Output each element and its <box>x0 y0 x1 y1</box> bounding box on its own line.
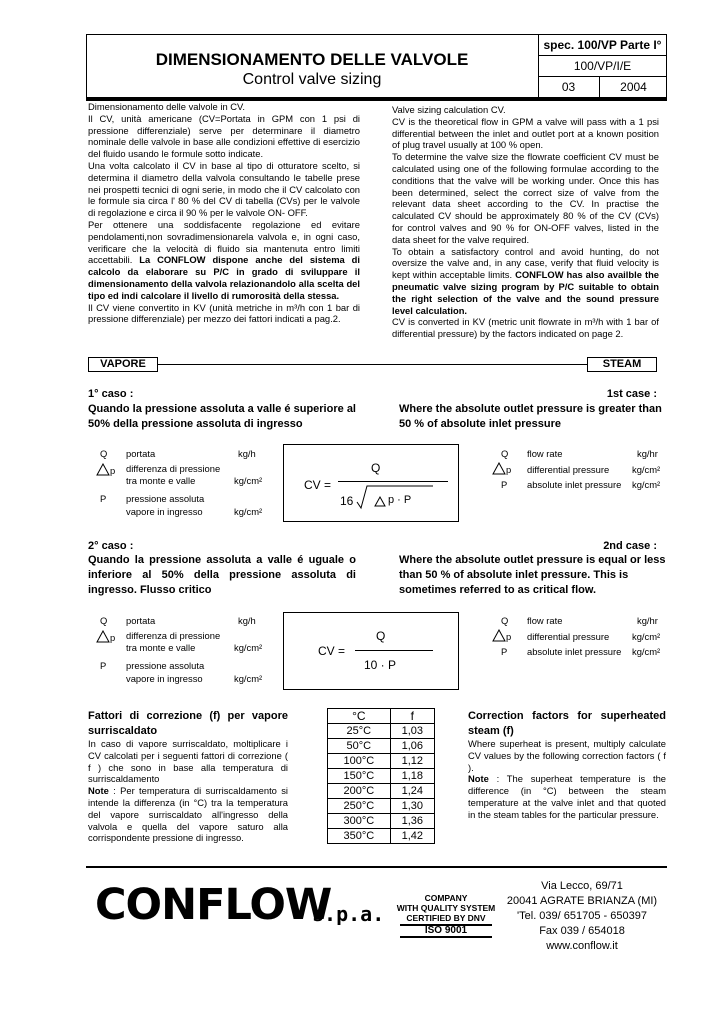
table-cell: 1,30 <box>390 799 434 814</box>
case2-en-text: Where the absolute outlet pressure is equal or less than 50 % of absolute inlet pressure. This is sometimes referred to as critical flow. <box>399 554 666 596</box>
legend-unit: kg/cm² <box>632 646 661 657</box>
table-cell: 1,06 <box>390 739 434 754</box>
legend-symbol: p <box>506 464 512 475</box>
note-text: : The superheat temperature is the difference (in °C) between the steam temperature at the valve inlet and that quoted in the steam tables for the particular pressure. <box>468 773 666 820</box>
table-cell: 50°C <box>328 739 391 754</box>
legend-unit: kg/cm² <box>234 475 263 486</box>
legend-symbol: Q <box>100 448 108 459</box>
case2-it-label: 2° caso : <box>88 540 134 552</box>
section-rule <box>158 364 587 365</box>
spec-year: 2004 <box>620 80 647 94</box>
legend-unit: kg/cm² <box>632 464 661 475</box>
page-subtitle: Control valve sizing <box>242 71 382 88</box>
legend-unit: kg/hr <box>637 615 658 626</box>
table-header-row <box>328 709 435 724</box>
table-row <box>328 724 435 739</box>
correction-it-title: Fattori di correzione (f) per vapore surriscaldato <box>88 710 288 737</box>
address-line: Fax 039 / 654018 <box>539 925 625 937</box>
legend-symbol: Q <box>501 448 509 459</box>
legend-symbol: P <box>501 646 508 657</box>
table-cell: 350°C <box>328 829 391 844</box>
legend-desc: differenza di pressione <box>126 630 221 641</box>
legend-unit: kg/h <box>238 615 256 626</box>
delta-icon <box>96 630 120 647</box>
correction-it-text: In caso di vapore surriscaldato, moltiplicare i CV calcolati per i seguenti fattori di correzione ( f ) che sono in base alla temperatura di surriscaldamento <box>88 738 288 785</box>
legend-desc: flow rate <box>527 615 563 626</box>
legend-desc: tra monte e valle <box>126 642 196 653</box>
spec-code: 100/VP/I/E <box>538 56 667 77</box>
legend-desc: vapore in ingresso <box>126 506 203 517</box>
address-line: 'Tel. 039/ 651705 - 650397 <box>517 910 647 922</box>
spec-label: spec. 100/VP Parte I° <box>538 34 667 56</box>
table-header: °C <box>328 709 391 724</box>
note-text: : Per temperatura di surriscaldamento si intende la differenza (in °C) tra la temperatura del vapore surriscaldato all'ingresso della valvola e quella del vapore saturo alla corrispondente pressione di ingresso. <box>88 785 288 844</box>
quality-badge <box>394 893 498 938</box>
vapore-tag: VAPORE <box>88 357 158 372</box>
correction-en-text: Where superheat is present, multiply calculate CV values by the following correction factors ( f ). <box>468 738 666 773</box>
legend-symbol: P <box>100 660 107 671</box>
table-cell: 1,24 <box>390 784 434 799</box>
intro-it-line: Una volta calcolato il CV in base al tipo di otturatore scelto, si determina il diametro della valvola consultando le tabelle prese nei prospetti tecnici di ogni serie, in modo che il CV calcolato con le formule sia circa l' 80 % del CV di tabella (CVs) per le valvole di regolazione e circa il 90 % per le valvole ON- OFF. <box>88 159 360 219</box>
table-row <box>328 814 435 829</box>
case1-en-label: 1st case : <box>606 388 657 400</box>
correction-en-body <box>468 738 666 821</box>
table-cell: 100°C <box>328 754 391 769</box>
legend-unit: kg/cm² <box>234 642 263 653</box>
table-cell: 300°C <box>328 814 391 829</box>
case1-it-label: 1° caso : <box>88 388 134 400</box>
spec-number: 03 <box>538 77 600 98</box>
intro-it-line: Dimensionamento delle valvole in CV. <box>88 101 246 112</box>
case1-it-text: Quando la pressione assoluta a valle é superiore al 50% della pressione assoluta di ingresso <box>88 403 356 430</box>
legend-desc: absolute inlet pressure <box>527 479 622 490</box>
legend-desc: pressione assoluta <box>126 660 205 671</box>
legend-desc: flow rate <box>527 448 563 459</box>
address-line: www.conflow.it <box>546 940 618 952</box>
legend-desc: differential pressure <box>527 464 610 475</box>
table-header: f <box>390 709 434 724</box>
legend-unit: kg/h <box>238 448 256 459</box>
table-cell: 1,42 <box>390 829 434 844</box>
legend-desc: portata <box>126 448 156 459</box>
correction-it-note <box>88 785 288 844</box>
legend-desc: vapore in ingresso <box>126 673 203 684</box>
case2-en-label: 2nd case : <box>603 540 657 552</box>
legend-symbol: Q <box>100 615 108 626</box>
correction-it-body <box>88 738 288 844</box>
legend-symbol: P <box>501 479 508 490</box>
quality-line: WITH QUALITY SYSTEM <box>396 903 496 913</box>
table-cell: 1,12 <box>390 754 434 769</box>
note-label: Note <box>468 773 489 785</box>
correction-en-note <box>468 773 666 820</box>
intro-en-line: CV is converted in KV (metric unit flowrate in m³/h with 1 bar of differential pressure) by the factors indicated on page 2. <box>392 316 659 340</box>
table-row <box>328 829 435 844</box>
delta-icon <box>96 463 120 480</box>
table-row <box>328 799 435 814</box>
formula-denominator: p · P <box>388 494 412 506</box>
note-label: Note <box>88 785 109 797</box>
legend-desc: pressione assoluta <box>126 493 205 504</box>
formula-numerator: Q <box>371 461 381 475</box>
intro-italian <box>88 101 360 325</box>
correction-table <box>327 708 435 844</box>
intro-en-line: To determine the valve size the flowrate coefficient CV must be calculated using one of the following formulae according to the conditions that the valve will be working under. Once this has been determined, select the correct size of valve from the relevant data sheet according to the CV. In practise the calculated CV should be approximately 80 % of the CV (CVs) for control valves and 90 % for ON-OFF valves, listed in the data sheet for the valve required. <box>392 151 659 245</box>
intro-it-text: Per ottenere una soddisfacente regolazione ed evitare pendolamenti,non sovradimensionarela valvola e, in ogni caso, verificare che la velocità di fluido sia mantenuta entro limiti accettabili. <box>88 218 360 266</box>
intro-en-line: CV is the theoretical flow in GPM a valve will pass with a 1 psi differential between the inlet and outlet port at a known position of plug travel usually at 100 % open. <box>392 115 659 151</box>
legend-unit: kg/hr <box>637 448 658 459</box>
company-logo: CONFLOW <box>95 880 332 930</box>
legend-desc: tra monte e valle <box>126 475 196 486</box>
formula-coefficient: 16 <box>340 494 354 508</box>
footer-rule <box>86 866 667 868</box>
legend-unit: kg/cm² <box>632 631 661 642</box>
intro-it-line: Il CV, unità americane (CV=Portata in GPM con 1 psi di pressione differenziale) serve per determinare il diametro nominale delle valvole in base alle condizioni effettive di esercizio del fluido usando le formule sotto indicate. <box>88 112 360 160</box>
quality-line: COMPANY <box>424 893 468 903</box>
intro-en-line <box>392 246 659 317</box>
legend-desc: differenza di pressione <box>126 463 221 474</box>
legend-symbol: P <box>100 493 107 504</box>
formula-box-2 <box>283 612 459 690</box>
intro-en-text: To obtain a satisfactory control and avoid hunting, do not oversize the valve and, in any case, verify that fluid velocity is kept within acceptable limits. <box>392 245 659 281</box>
company-address <box>497 879 667 954</box>
table-cell: 1,18 <box>390 769 434 784</box>
legend-desc: portata <box>126 615 156 626</box>
quality-iso: ISO 9001 <box>400 924 492 938</box>
legend-unit: kg/cm² <box>632 479 661 490</box>
table-cell: 1,36 <box>390 814 434 829</box>
fraction-bar <box>338 481 448 482</box>
table-cell: 150°C <box>328 769 391 784</box>
quality-line: CERTIFIED BY DNV <box>406 913 486 923</box>
address-line: 20041 AGRATE BRIANZA (MI) <box>506 895 658 907</box>
table-cell: 250°C <box>328 799 391 814</box>
intro-it-bold: La CONFLOW dispone anche del sistema di calcolo da elaborare su P/C in grado di sviluppare il dimensionamento della valvola relazionandolo alla scelta del tipo ed indi calcolare il livello di rumorosità della stessa. <box>88 254 361 301</box>
legend-symbol: p <box>110 465 116 476</box>
table-cell: 1,03 <box>390 724 434 739</box>
correction-en-title: Correction factors for superheated steam (f) <box>468 710 666 737</box>
legend-symbol: Q <box>501 615 509 626</box>
legend-unit: kg/cm² <box>234 506 263 517</box>
formula-denominator: 10 · P <box>364 658 397 672</box>
legend-desc: absolute inlet pressure <box>527 646 622 657</box>
legend-symbol: p <box>110 632 116 643</box>
intro-it-line: Il CV viene convertito in KV (unità metriche in m³/h con 1 bar di pressione differenziale) per mezzo dei fattori indicati a pag.2. <box>88 301 360 325</box>
steam-tag: STEAM <box>587 357 657 372</box>
delta-icon <box>492 629 516 646</box>
intro-en-line: Valve sizing calculation CV. <box>392 104 506 115</box>
formula-numerator: Q <box>376 629 386 643</box>
formula-lhs: CV = <box>318 644 346 658</box>
legend-unit: kg/cm² <box>234 673 263 684</box>
legend-desc: differential pressure <box>527 631 610 642</box>
table-row <box>328 754 435 769</box>
table-cell: 200°C <box>328 784 391 799</box>
intro-it-line <box>88 219 360 302</box>
address-line: Via Lecco, 69/71 <box>541 880 623 892</box>
table-row <box>328 784 435 799</box>
table-cell: 25°C <box>328 724 391 739</box>
legend-symbol: p <box>506 631 512 642</box>
intro-english <box>392 104 659 340</box>
table-row <box>328 769 435 784</box>
table-row <box>328 739 435 754</box>
delta-icon <box>492 462 516 479</box>
formula-lhs: CV = <box>304 478 332 492</box>
company-logo-suffix: s.p.a. <box>312 902 385 926</box>
case2-it-text: Quando la pressione assoluta a valle é uguale o inferiore al 50% della pressione assoluta di ingresso. Flusso critico <box>88 554 356 596</box>
page-title: DIMENSIONAMENTO DELLE VALVOLE <box>155 50 469 69</box>
case1-en-text: Where the absolute outlet pressure is greater than 50 % of absolute inlet pressure <box>399 403 662 430</box>
fraction-bar <box>355 650 433 651</box>
intro-en-bold: CONFLOW has also availble the pneumatic valve sizing program by P/C suitable to obtain the right selection of the valve and the sound pressure level calculation. <box>392 269 660 316</box>
